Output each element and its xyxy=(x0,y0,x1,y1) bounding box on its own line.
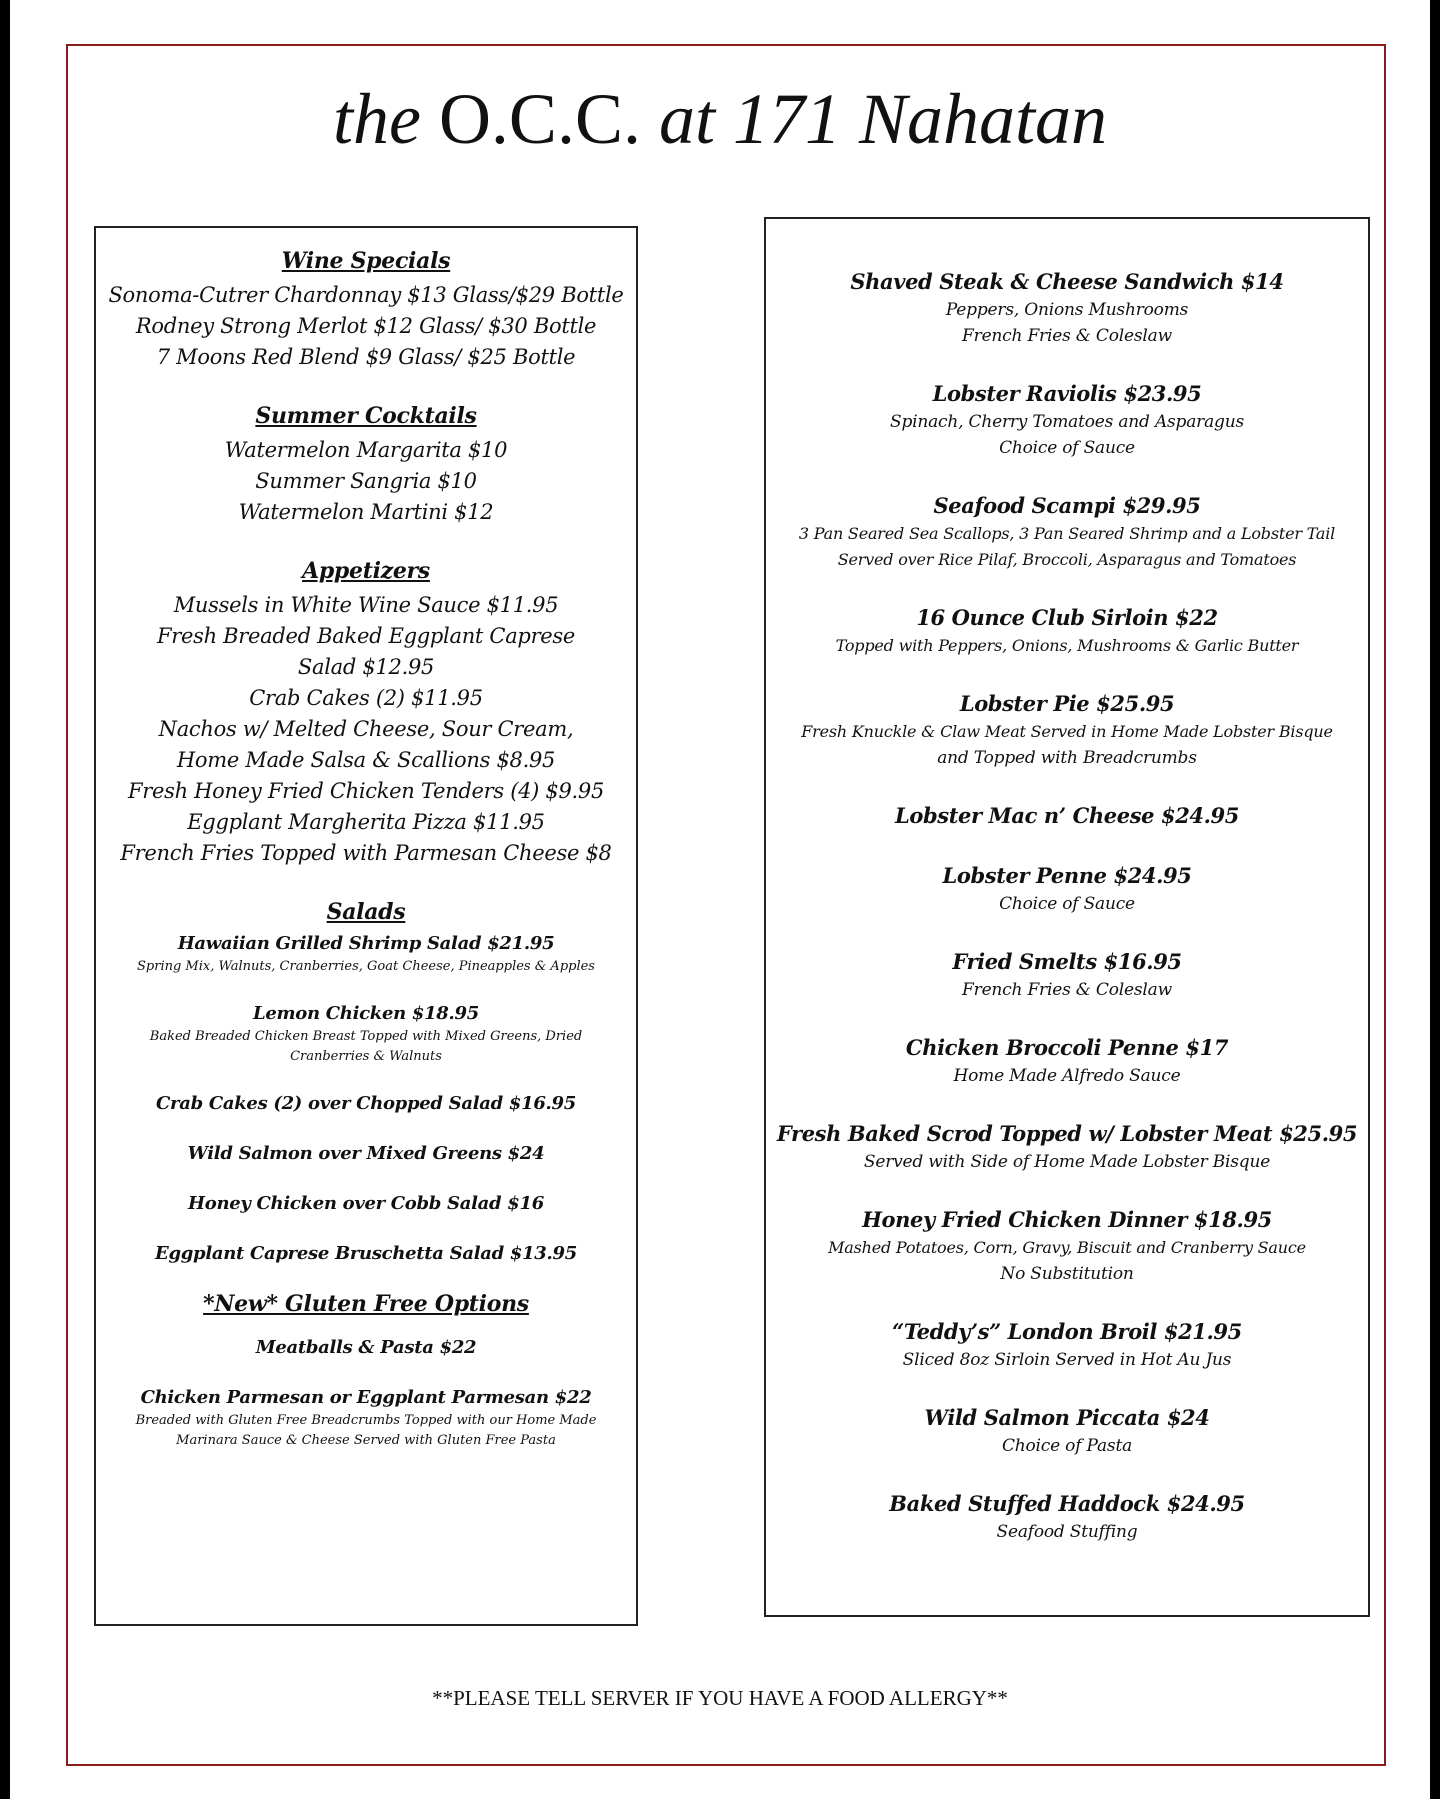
menu-line: Sonoma-Cutrer Chardonnay $13 Glass/$29 Bottle xyxy=(108,283,624,307)
entree-item xyxy=(766,1205,1368,1287)
entree-name: Wild Salmon Piccata $24 xyxy=(924,1405,1210,1430)
entree-item xyxy=(766,379,1368,461)
entree-desc: Choice of Sauce xyxy=(999,894,1135,914)
entree-item xyxy=(766,1317,1368,1373)
entree-desc: Spinach, Cherry Tomatoes and Asparagus xyxy=(890,412,1244,432)
entree-name: Baked Stuffed Haddock $24.95 xyxy=(889,1491,1245,1516)
menu-line: Fresh Honey Fried Chicken Tenders (4) $9.95 xyxy=(127,779,605,803)
menu-line: Eggplant Margherita Pizza $11.95 xyxy=(187,810,545,834)
entree-name: Lobster Raviolis $23.95 xyxy=(932,381,1202,406)
menu-line: Summer Sangria $10 xyxy=(255,469,477,493)
salad-item xyxy=(96,1141,636,1167)
title-prefix: the xyxy=(332,79,421,159)
entree-name: Lobster Pie $25.95 xyxy=(959,691,1175,716)
entree-item xyxy=(766,801,1368,831)
entree-name: Lobster Penne $24.95 xyxy=(942,863,1192,888)
salad-name: Hawaiian Grilled Shrimp Salad $21.95 xyxy=(177,933,555,954)
entree-desc: Topped with Peppers, Onions, Mushrooms & Garlic Butter xyxy=(835,636,1299,655)
entree-item xyxy=(766,1403,1368,1459)
entree-desc: Seafood Stuffing xyxy=(996,1522,1138,1542)
salad-name: Lemon Chicken $18.95 xyxy=(253,1003,479,1024)
salad-name: Honey Chicken over Cobb Salad $16 xyxy=(188,1193,544,1214)
title-main: O.C.C. xyxy=(438,79,641,159)
entree-item xyxy=(766,1033,1368,1089)
entree-name: Chicken Broccoli Penne $17 xyxy=(905,1035,1229,1060)
salad-desc: Spring Mix, Walnuts, Cranberries, Goat Cheese, Pineapples & Apples xyxy=(137,959,595,974)
salad-item xyxy=(96,1001,636,1067)
menu-line: Watermelon Margarita $10 xyxy=(224,438,508,462)
entree-item xyxy=(766,1489,1368,1545)
entree-desc: Choice of Sauce xyxy=(999,438,1135,458)
entree-desc: No Substitution xyxy=(1000,1264,1134,1284)
entree-desc: Served over Rice Pilaf, Broccoli, Asparagus and Tomatoes xyxy=(837,550,1297,569)
gluten-free-item xyxy=(96,1335,636,1361)
entree-desc: Mashed Potatoes, Corn, Gravy, Biscuit and Cranberry Sauce xyxy=(828,1238,1306,1257)
menu-page xyxy=(10,0,1430,1799)
gluten-free-item xyxy=(96,1385,636,1451)
salad-item xyxy=(96,1091,636,1117)
entree-desc: and Topped with Breadcrumbs xyxy=(937,748,1197,768)
entree-desc: Fresh Knuckle & Claw Meat Served in Home Made Lobster Bisque xyxy=(801,722,1333,741)
left-menu-column xyxy=(94,226,638,1626)
section-heading: Appetizers xyxy=(302,558,430,584)
section-heading: Summer Cocktails xyxy=(255,403,477,429)
entree-name: Fresh Baked Scrod Topped w/ Lobster Meat $25.95 xyxy=(776,1121,1358,1146)
menu-line: Nachos w/ Melted Cheese, Sour Cream, Home Made Salsa & Scallions $8.95 xyxy=(158,717,574,772)
appetizers-section xyxy=(96,558,636,869)
allergy-notice: **PLEASE TELL SERVER IF YOU HAVE A FOOD ALLERGY** xyxy=(432,1686,1008,1710)
entree-desc: Served with Side of Home Made Lobster Bisque xyxy=(863,1152,1271,1172)
entree-name: Seafood Scampi $29.95 xyxy=(933,493,1201,518)
entree-desc: Choice of Pasta xyxy=(1001,1436,1133,1456)
gluten-free-name: Chicken Parmesan or Eggplant Parmesan $22 xyxy=(140,1387,592,1408)
salads-section xyxy=(96,899,636,1267)
salad-item xyxy=(96,1241,636,1267)
entree-name: Fried Smelts $16.95 xyxy=(952,949,1182,974)
restaurant-title xyxy=(10,78,1430,161)
entree-item xyxy=(766,1119,1368,1175)
section-heading: Salads xyxy=(326,899,406,925)
entree-name: “Teddy’s” London Broil $21.95 xyxy=(892,1319,1242,1344)
entree-item xyxy=(766,861,1368,917)
gluten-free-desc: Breaded with Gluten Free Breadcrumbs Topped with our Home Made Marinara Sauce & Cheese Served with Gluten Free Pasta xyxy=(135,1413,597,1448)
menu-line: French Fries Topped with Parmesan Cheese $8 xyxy=(120,841,612,865)
entree-desc: French Fries & Coleslaw xyxy=(962,980,1172,1000)
entree-desc: Home Made Alfredo Sauce xyxy=(953,1066,1181,1086)
entree-name: Honey Fried Chicken Dinner $18.95 xyxy=(862,1207,1272,1232)
entree-item xyxy=(766,491,1368,573)
title-suffix: at 171 Nahatan xyxy=(658,79,1108,159)
right-menu-column xyxy=(764,217,1370,1617)
menu-line: Mussels in White Wine Sauce $11.95 xyxy=(173,593,559,617)
entree-name: Lobster Mac n’ Cheese $24.95 xyxy=(895,803,1239,828)
salad-name: Crab Cakes (2) over Chopped Salad $16.95 xyxy=(156,1093,576,1114)
gluten-free-name: Meatballs & Pasta $22 xyxy=(255,1337,477,1358)
entree-desc: Peppers, Onions Mushrooms xyxy=(945,300,1189,320)
entree-desc: French Fries & Coleslaw xyxy=(962,326,1172,346)
entree-item xyxy=(766,689,1368,771)
entree-desc: 3 Pan Seared Sea Scallops, 3 Pan Seared Shrimp and a Lobster Tail xyxy=(798,524,1336,543)
section-heading: Wine Specials xyxy=(281,248,451,274)
salad-item xyxy=(96,931,636,977)
salad-name: Wild Salmon over Mixed Greens $24 xyxy=(187,1143,545,1164)
summer-cocktails-section xyxy=(96,403,636,528)
entree-name: Shaved Steak & Cheese Sandwich $14 xyxy=(850,269,1284,294)
menu-line: Crab Cakes (2) $11.95 xyxy=(249,686,483,710)
entree-item xyxy=(766,947,1368,1003)
gluten-free-section xyxy=(96,1291,636,1451)
menu-line: Fresh Breaded Baked Eggplant Caprese Salad $12.95 xyxy=(156,624,576,679)
menu-line: Rodney Strong Merlot $12 Glass/ $30 Bottle xyxy=(135,314,597,338)
salad-name: Eggplant Caprese Bruschetta Salad $13.95 xyxy=(155,1243,577,1264)
entree-desc: Sliced 8oz Sirloin Served in Hot Au Jus xyxy=(902,1350,1232,1370)
entree-item xyxy=(766,267,1368,349)
section-heading: *New* Gluten Free Options xyxy=(203,1291,529,1317)
salad-desc: Baked Breaded Chicken Breast Topped with Mixed Greens, Dried Cranberries & Walnuts xyxy=(149,1029,583,1064)
entree-name: 16 Ounce Club Sirloin $22 xyxy=(916,605,1218,630)
menu-line: 7 Moons Red Blend $9 Glass/ $25 Bottle xyxy=(156,345,576,369)
wine-specials-section xyxy=(96,248,636,373)
entree-item xyxy=(766,603,1368,659)
menu-line: Watermelon Martini $12 xyxy=(238,500,494,524)
salad-item xyxy=(96,1191,636,1217)
